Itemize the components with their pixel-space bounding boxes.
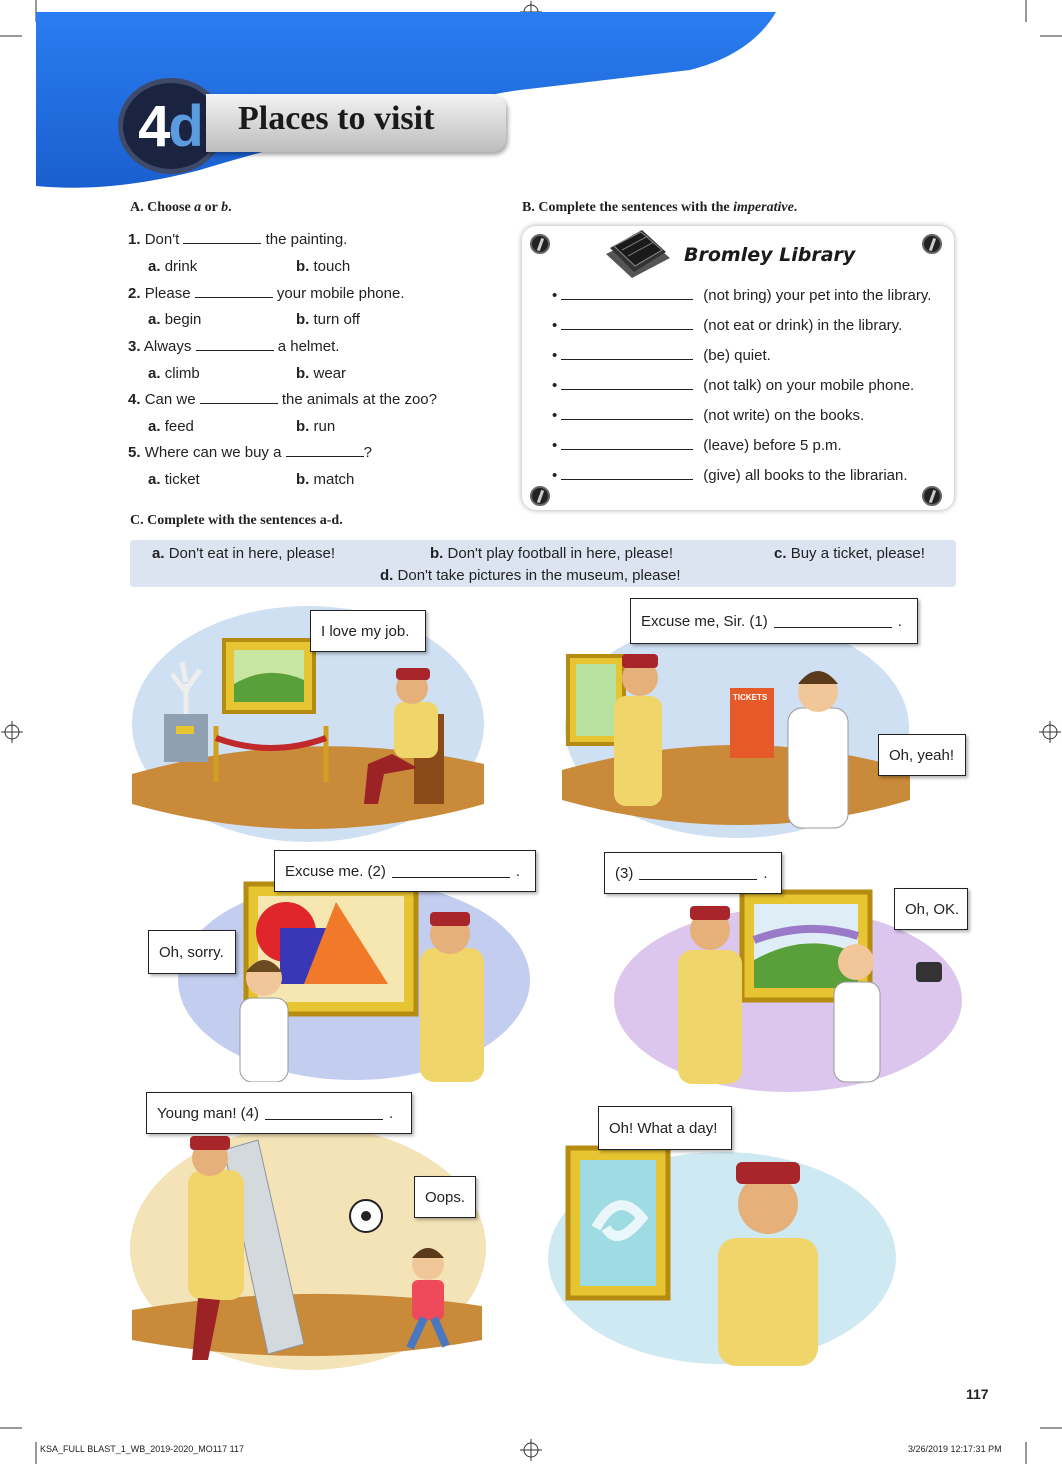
- book-icon: [602, 228, 674, 284]
- library-name: Bromley Library: [684, 244, 856, 266]
- question-4: 4. Can we the animals at the zoo?: [128, 391, 437, 408]
- answer-blank[interactable]: [265, 1107, 383, 1120]
- page-number: 117: [966, 1386, 989, 1402]
- rule-row-4: • (not talk) on your mobile phone.: [552, 377, 915, 394]
- sentence-option-c: c. Buy a ticket, please!: [774, 545, 925, 562]
- question-5: 5. Where can we buy a ?: [128, 444, 372, 461]
- answer-blank[interactable]: [561, 437, 693, 450]
- option-1a[interactable]: a. drink: [148, 258, 198, 275]
- speech-bubble: Oh, yeah!: [878, 734, 966, 776]
- scene-tired-guard: [546, 1138, 900, 1366]
- speech-bubble: Oops.: [414, 1176, 476, 1218]
- rule-row-5: • (not write) on the books.: [552, 407, 865, 424]
- answer-blank[interactable]: [561, 347, 693, 360]
- answer-blank[interactable]: [200, 391, 278, 404]
- option-5b[interactable]: b. match: [296, 471, 355, 488]
- scene-abstract-painting: [176, 868, 532, 1082]
- answer-blank[interactable]: [286, 444, 364, 457]
- speech-bubble: (3) .: [604, 852, 782, 894]
- speech-bubble: Young man! (4) .: [146, 1092, 412, 1134]
- clip-icon: [530, 234, 550, 254]
- answer-blank[interactable]: [639, 867, 757, 880]
- answer-blank[interactable]: [561, 287, 693, 300]
- answer-blank[interactable]: [183, 231, 261, 244]
- answer-blank[interactable]: [196, 338, 274, 351]
- page-title: Places to visit: [238, 100, 435, 137]
- section-b-title: B. Complete the sentences with the imperative.: [522, 200, 798, 215]
- option-2b[interactable]: b. turn off: [296, 311, 360, 328]
- answer-blank[interactable]: [561, 407, 693, 420]
- option-3a[interactable]: a. climb: [148, 365, 200, 382]
- option-1b[interactable]: b. touch: [296, 258, 351, 275]
- speech-bubble: Oh! What a day!: [598, 1106, 732, 1150]
- speech-bubble: Oh, OK.: [894, 888, 968, 930]
- answer-blank[interactable]: [195, 285, 273, 298]
- rule-row-3: • (be) quiet.: [552, 347, 771, 364]
- camera-icon: [916, 962, 942, 982]
- speech-bubble: Excuse me. (2) .: [274, 850, 536, 892]
- answer-blank[interactable]: [774, 615, 892, 628]
- tickets-sign: TICKETS: [733, 693, 768, 702]
- answer-blank[interactable]: [392, 865, 510, 878]
- answer-blank[interactable]: [561, 467, 693, 480]
- speech-bubble: Oh, sorry.: [148, 930, 236, 974]
- speech-bubble: I love my job.: [310, 610, 426, 652]
- sentence-option-d: d. Don't take pictures in the museum, please!: [380, 567, 681, 584]
- section-a-title: A. Choose a or b.: [130, 200, 232, 215]
- option-3b[interactable]: b. wear: [296, 365, 347, 382]
- rule-row-2: • (not eat or drink) in the library.: [552, 317, 903, 334]
- rule-row-1: • (not bring) your pet into the library.: [552, 287, 932, 304]
- footer-timestamp: 3/26/2019 12:17:31 PM: [908, 1444, 1002, 1454]
- answer-blank[interactable]: [561, 317, 693, 330]
- section-c-title: C. Complete with the sentences a-d.: [130, 513, 343, 528]
- speech-bubble: Excuse me, Sir. (1) .: [630, 598, 918, 644]
- sentence-option-b: b. Don't play football in here, please!: [430, 545, 674, 562]
- unit-letter: d: [168, 93, 204, 159]
- unit-number: 4: [138, 93, 169, 159]
- rule-row-7: • (give) all books to the librarian.: [552, 467, 908, 484]
- option-2a[interactable]: a. begin: [148, 311, 202, 328]
- clip-icon: [922, 486, 942, 506]
- rule-row-6: • (leave) before 5 p.m.: [552, 437, 842, 454]
- option-5a[interactable]: a. ticket: [148, 471, 200, 488]
- option-4a[interactable]: a. feed: [148, 418, 194, 435]
- question-1: 1. Don't the painting.: [128, 231, 348, 248]
- question-3: 3. Always a helmet.: [128, 338, 340, 355]
- question-2: 2. Please your mobile phone.: [128, 285, 405, 302]
- option-4b[interactable]: b. run: [296, 418, 336, 435]
- answer-blank[interactable]: [561, 377, 693, 390]
- footer-file-info: KSA_FULL BLAST_1_WB_2019-2020_MO117 117: [40, 1444, 244, 1454]
- sentence-option-a: a. Don't eat in here, please!: [152, 545, 335, 562]
- clip-icon: [530, 486, 550, 506]
- scene-guard-sitting: [128, 604, 484, 844]
- scene-football: [128, 1110, 486, 1372]
- clip-icon: [922, 234, 942, 254]
